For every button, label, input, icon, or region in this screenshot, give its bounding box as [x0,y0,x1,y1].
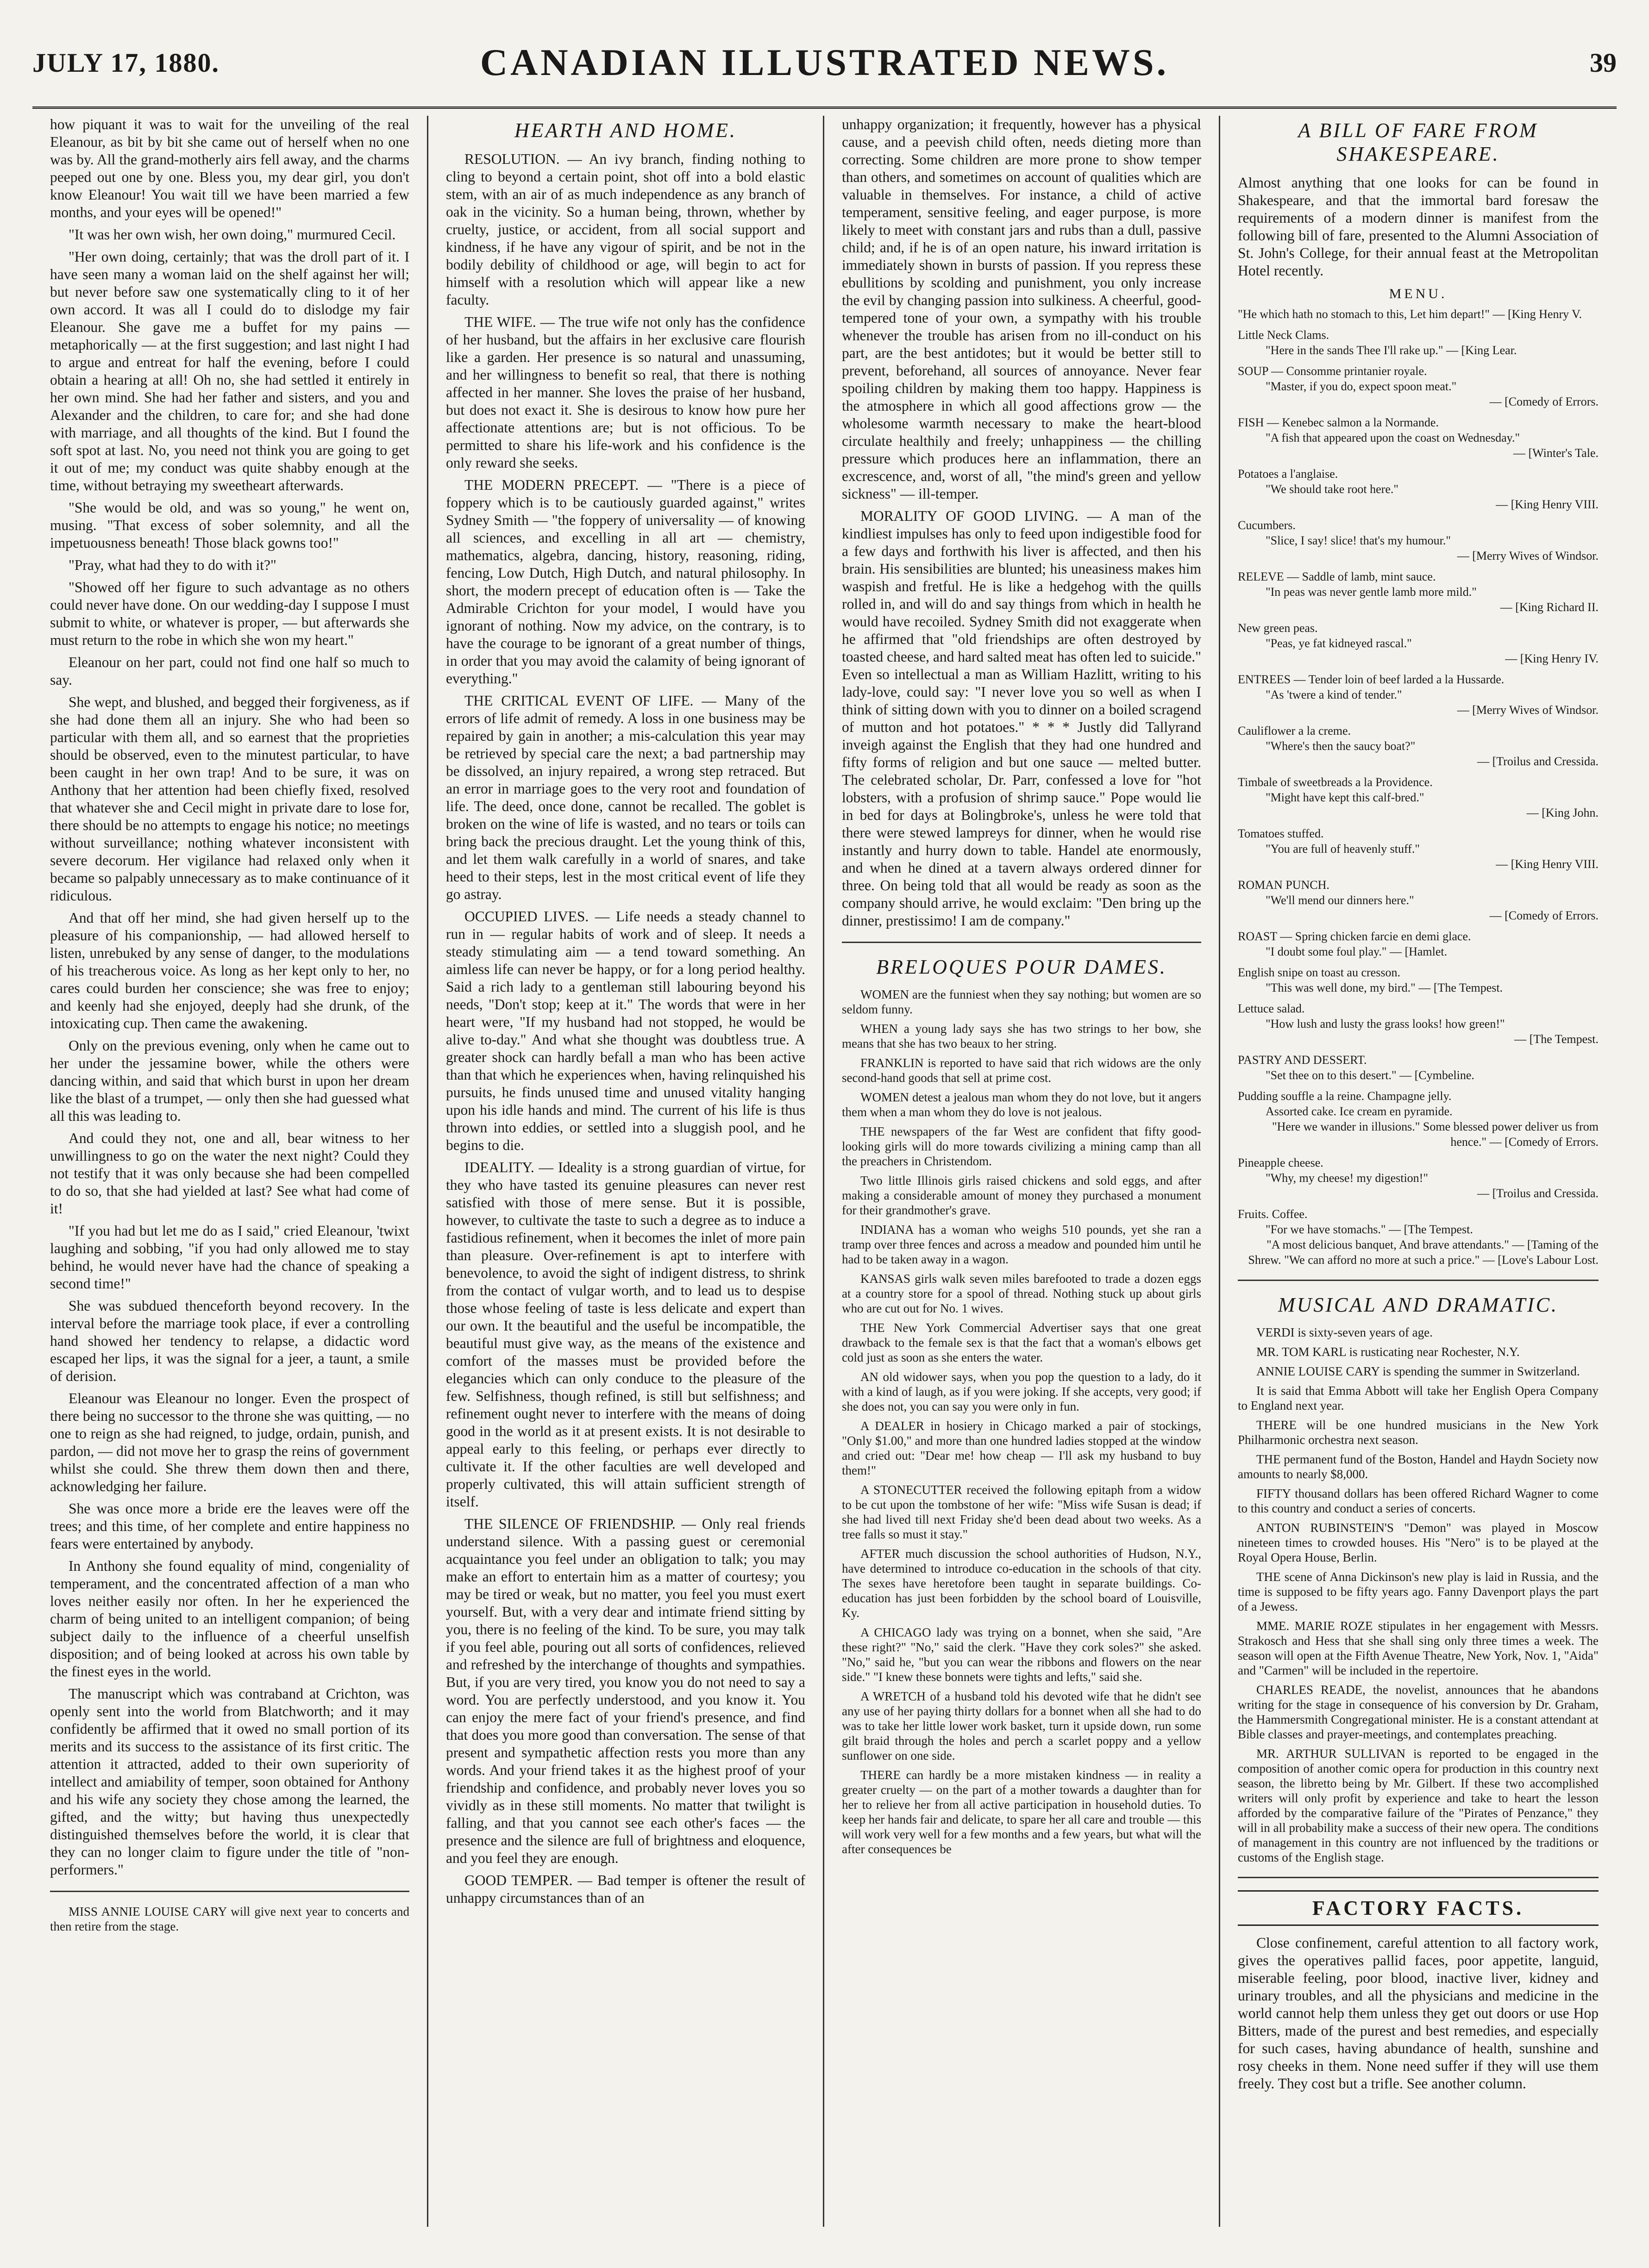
menu-src: "A most delicious banquet, And brave attendants." — [Taming of the Shrew. "We can afford no more at such a price." — [Love's Labour Lost. [1248,1238,1599,1267]
story-paragraph: "If you had but let me do as I said," cried Eleanour, 'twixt laughing and sobbing, "if you had only allowed me to stay behind, he would never have had the chance of speaking a second time!" [50,1223,409,1292]
musical-item: THE scene of Anna Dickinson's new play is laid in Russia, and the time is supposed to be fifty years ago. Fanny Davenport plays the part of a Jewess. [1238,1570,1599,1613]
menu-quote: "As 'twere a kind of tender." [1266,688,1402,701]
menu-src: — [Troilus and Cressida. [1477,755,1599,768]
hearth-home-paragraph: GOOD TEMPER. — Bad temper is oftener the result of unhappy circumstances than of an [446,1872,805,1906]
menu-list [1238,306,1599,1268]
musical-item: CHARLES READE, the novelist, announces that he abandons writing for the stage in consequence of his conversion by Dr. Graham, the Hammersmith Congregational minister. He is a constant attendant at Bible classes and prayer-meetings, and contemplates preaching. [1238,1683,1599,1741]
menu-dish: Lettuce salad. [1238,1002,1305,1015]
breloque-item: A DEALER in hosiery in Chicago marked a pair of stockings, "Only $1.00," and more than one hundred ladies stopped at the window and cried out: "Dear me! how cheap — I'll ask my husband to buy them!" [842,1419,1201,1477]
menu-quote: "You are full of heavenly stuff." [1266,842,1420,856]
menu-quote: "Set thee on to this desert." — [Cymbeline. [1266,1068,1474,1082]
menu-item [1238,1052,1599,1083]
menu-item [1238,363,1599,409]
breloque-item: WOMEN are the funniest when they say nothing; but women are so seldom funny. [842,987,1201,1016]
section-heading-factory-facts: FACTORY FACTS. [1238,1890,1599,1926]
page-number: 39 [1590,47,1617,78]
menu-dish: Tomatoes stuffed. [1238,827,1324,840]
story-paragraph: how piquant it was to wait for the unveiling of the real Eleanour, as bit by bit she came out of herself when no one was by. All the grand-motherly airs fell away, and the charms peeped out one by one. Bless you, my dear girl, you don't know Eleanour! You wait till we have been married a few months, and your eyes will be opened!" [50,116,409,220]
menu-item [1238,672,1599,718]
story-paragraph: In Anthony she found equality of mind, congeniality of temperament, and the concentrated affection of a man who loves neither easily nor often. In her he experienced the charm of being united to an intelligent companion; of being subject daily to the influence of a cheerful unselfish disposition; and of being looked at across his own table by the finest eyes in the world. [50,1558,409,1680]
menu-item [1238,929,1599,959]
column-2 [428,116,824,2227]
story-paragraph: Only on the previous evening, only when he came out to her under the jessamine bower, while the others were dancing within, and said that which burst in upon her dream like the blast of a trumpet, — only then she had guessed what all this was leading to. [50,1037,409,1124]
menu-dish: English snipe on toast au cresson. [1238,966,1400,979]
divider [1238,1877,1599,1878]
musical-item: MR. TOM KARL is rusticating near Rochester, N.Y. [1256,1345,1520,1359]
story-paragraph: And that off her mind, she had given herself up to the pleasure of his companionship, — had allowed herself to listen, unrebuked by any sense of danger, to the modulations of his treacherous voice. As long as her kept only to her, no cares could burden her conscience; she was free to enjoy; and keenly had she enjoyed, deeply had she drunk, of the intoxicating cup. Then came the awakening. [50,910,409,1031]
menu-src: — [King John. [1526,806,1599,819]
musical-item: FIFTY thousand dollars has been offered Richard Wagner to come to this country and conduct a series of concerts. [1238,1487,1599,1515]
menu-item [1238,415,1599,461]
story-paragraph: "She would be old, and was so young," he went on, musing. "That excess of sober solemnity, and all the impetuousness beneath! Those black gowns too!" [50,500,409,551]
menu-quote: "Might have kept this calf-bred." [1266,791,1424,804]
hearth-home-paragraph: MORALITY OF GOOD LIVING. — A man of the kindliest impulses has only to feed upon indigestible food for a few days and forthwith his liver is affected, and then his brain. His sensibilities are blunted; his uneasiness makes him waspish and fretful. He is like a hedgehog with the quills rolled in, and will do and say things from which in health he would have recoiled. Sydney Smith did not exaggerate when he affirmed that "old friendships are often destroyed by toasted cheese, and hard salted meat has often led to suicide." Even so intellectual a man as William Hazlitt, writing to his lady-love, could say: "I never love you so well as when I think of sitting down with you to dinner on a boiled scragend of mutton and hot potatoes." * * * Justly did Tallyrand inveigh against the English that they had one hundred and fifty forms of religion and but one sauce — melted butter. The celebrated scholar, Dr. Parr, confessed a love for "hot lobsters, with a profusion of shrimp sauce." Pope would lie in bed for days at Bolingbroke's, unless he were told that there were stewed lampreys for dinner, when he would rise instantly and hurry down to table. Handel ate enormously, and when he dined at a tavern always ordered dinner for three. On being told that all would be ready as soon as the company should arrive, he would exclaim: "Den bring up the dinner, prestissimo! I am de company." [842,508,1201,929]
menu-quote: "This was well done, my bird." — [The Tempest. [1266,981,1503,994]
musical-item: VERDI is sixty-seven years of age. [1256,1325,1433,1339]
breloque-item: WHEN a young lady says she has two strings to her bow, she means that she has two beaux to her string. [842,1022,1201,1050]
menu-dish: "He which hath no stomach to this, Let him depart!" — [King Henry V. [1238,307,1582,321]
story-paragraph: Eleanour on her part, could not find one half so much to say. [50,654,409,688]
breloque-item: INDIANA has a woman who weighs 510 pounds, yet she ran a tramp over three fences and across a meadow and pounded him until he had to be taken away in a wagon. [842,1223,1201,1266]
musical-item: ANTON RUBINSTEIN'S "Demon" was played in Moscow nineteen times to crowded houses. His "Nero" is to be played at the Royal Opera House, Berlin. [1238,1521,1599,1564]
breloque-item: THE newspapers of the far West are confident that fifty good-looking girls will do more towards civilizing a mining camp than all the preachers in Christendom. [842,1125,1201,1168]
divider [842,942,1201,943]
story-paragraph: She wept, and blushed, and begged their forgiveness, as if she had done them all an injury. She who had been so particular with them all, and so earnest that the proprieties should be observed, even to the minutest particular, to have been caught in her own trap! And to be sure, it was on Anthony that her attention had been chiefly fixed, resolved that whatever she and Cecil might in private dare to lose for, there should be no attempts to engage his notice; no meetings without surveillance; nothing whatever inconsistent with severe decorum. Her vigilance had relaxed only when it became so palpably unnecessary as to make continuance of it ridiculous. [50,694,409,904]
menu-heading: MENU. [1389,286,1448,301]
menu-item [1238,620,1599,666]
column-1 [32,116,428,2227]
section-heading-hearth-and-home: HEARTH AND HOME. [514,119,737,142]
hearth-home-paragraph: OCCUPIED LIVES. — Life needs a steady channel to run in — regular habits of work and of sleep. It needs a steady stimulating aim — a tend toward something. An aimless life can never be happy, or for a long period healthy. Said a rich lady to a gentleman still labouring beyond his needs, "Don't stop; keep at it." The words that were in her heart were, "If my husband had not stopped, he would be alive to-day." And what she thought was doubtless true. A greater shock can hardly befall a man who has been active than that which he experiences when, having relinquished his pursuits, he finds unused time and unused vitality hanging upon his idle hands and mind. The current of his life is thus thrown into eddies, or settled into a sluggish pool, and he begins to die. [446,908,805,1153]
menu-quote: "Peas, ye fat kidneyed rascal." [1266,637,1412,650]
menu-dish: SOUP — Consomme printanier royale. [1238,364,1427,378]
story-paragraph: "Her own doing, certainly; that was the droll part of it. I have seen many a woman laid on the shelf against her will; but never before saw one systematically cling to it of her own accord. It was all I could do to dislodge my fair Eleanour. She gave me a buffet for my pains — metaphorically — at the first suggestion; and last night I had to argue and entreat for half the evening, before I could obtain a hearing at all! Oh no, she had settled it entirely in her own mind. She had her father and sisters, and you and Alexander and the children, to care for; and she had done with marriage, and all thoughts of the kind. But I found the soft spot at last. No, you need not think you are going to get it out of me; my conduct was quite shabby enough at the time, without betraying my sweetheart afterwards. [50,249,409,494]
breloque-item: Two little Illinois girls raised chickens and sold eggs, and after making a considerable amount of money they purchased a monument for their grandmother's grave. [842,1174,1201,1217]
breloque-item: AFTER much discussion the school authorities of Hudson, N.Y., have determined to introduce co-education in the schools of that city. The sexes have heretofore been taught in separate buildings. Co-education has just been forbidden by the school board of Louisville, Ky. [842,1547,1201,1620]
menu-item [1238,723,1599,769]
musical-item: THE permanent fund of the Boston, Handel and Haydn Society now amounts to nearly $8,000. [1238,1452,1599,1481]
menu-item [1238,466,1599,512]
musical-list [1238,1325,1599,1865]
menu-src: — [King Richard II. [1500,600,1599,614]
masthead [32,19,1617,109]
menu-src: — [Merry Wives of Windsor. [1457,549,1599,562]
breloque-item: AN old widower says, when you pop the question to a lady, do it with a kind of laugh, as if you were joking. If she accepts, very good; if she does not, you can say you were only in fun. [842,1370,1201,1413]
breloque-item: WOMEN detest a jealous man whom they do not love, but it angers them when a man whom they do love is not jealous. [842,1090,1201,1119]
story-paragraph: "It was her own wish, her own doing," murmured Cecil. [69,226,396,243]
note-annie-louise-cary: MISS ANNIE LOUISE CARY will give next year to concerts and then retire from the stage. [50,1905,409,1933]
section-heading-breloques: BRELOQUES POUR DAMES. [876,956,1167,978]
story-paragraph: "Pray, what had they to do with it?" [69,557,276,573]
menu-quote: "Here in the sands Thee I'll rake up." — [King Lear. [1266,344,1517,357]
menu-dish: FISH — Kenebec salmon a la Normande. [1238,416,1439,429]
menu-dish: ROMAN PUNCH. [1238,878,1329,892]
story-paragraph: "Showed off her figure to such advantage as no others could never have done. On our wedding-day I suppose I must submit to white, or whatever is proper, — but afterwards she must return to the robe in which she won my heart." [50,579,409,648]
menu-item [1238,1206,1599,1268]
hearth-home-paragraph: unhappy organization; it frequently, however has a physical cause, and a peevish child often, needs dieting more than correcting. Some children are more prone to show temper than others, and sometimes on account of qualities which are valuable in themselves. For instance, a child of active temperament, sensitive feeling, and eager purpose, is more likely to meet with constant jars and rubs than a dull, passive child; and, if he is of an open nature, his inward irritation is immediately shown in bursts of passion. If you repress these ebullitions by scolding and punishment, you only increase the evil by changing passion into sulkiness. A cheerful, good-tempered tone of your own, a sympathy with his trouble whenever the trouble has arisen from no ill-conduct on his part, are the best antidotes; but it would be better still to prevent, beforehand, all sources of annoyance. Never fear spoiling children by making them too happy. Happiness is the atmosphere in which all good affections grow — the wholesome warmth necessary to make the heart-blood circulate healthily and freely; unhappiness — the chilling pressure which produces here an inflammation, there an excrescence, and, worst of all, "the mind's green and yellow sickness" — ill-temper. [842,116,1201,502]
hearth-home-paragraph: THE SILENCE OF FRIENDSHIP. — Only real friends understand silence. With a passing guest or ceremonial acquaintance you feel under an obligation to talk; you may make an effort to entertain him as a matter of courtesy; you may be tired or weak, but no matter, you feel you must exert yourself. But, with a very dear and intimate friend sitting by you, there is no feeling of the kind. To be sure, you may talk if you feel able, pouring out all sorts of confidences, relieved and refreshed by the interchange of thoughts and sympathies. But, if you are very tired, you know you do not need to say a word. You are perfectly understood, and you know it. You can enjoy the mere fact of your friend's presence, and find that does you more good than conversation. The sense of that present and sympathetic affection rests you more than any words. And your friend takes it as the highest proof of your friendship and confidence, and probably never loves you so vividly as in these still moments. No matter that twilight is falling, and that you cannot see each other's faces — the presence and the silence are full of brightness and eloquence, and you feel they are enough. [446,1516,805,1866]
menu-src: — [Merry Wives of Windsor. [1457,703,1599,717]
divider [1238,1280,1599,1281]
divider [50,1891,409,1892]
menu-item [1238,775,1599,820]
breloque-item: KANSAS girls walk seven miles barefooted to trade a dozen eggs at a country store for a spool of thread. Nothing stuck up about girls who are cut out for No. 1 wives. [842,1272,1201,1315]
musical-item: THERE will be one hundred musicians in the New York Philharmonic orchestra next season. [1238,1418,1599,1447]
hearth-home-paragraph: THE CRITICAL EVENT OF LIFE. — Many of the errors of life admit of remedy. A loss in one business may be repaired by gain in another; a mis-calculation this year may be retrieved by special care the next; a bad partnership may be dissolved, an injury repaired, a wrong step retraced. But an error in marriage goes to the very root and foundation of life. The deed, once done, cannot be recalled. The goblet is broken on the wine of life is wasted, and no tears or toils can bring back the precious draught. Let the young think of this, and let them walk carefully in a world of snares, and take heed to their steps, lest in the most critical event of life they go astray. [446,693,805,902]
breloque-item: THERE can hardly be a more mistaken kindness — in reality a greater cruelty — on the part of a mother towards a daughter than for her to relieve her from all active participation in household duties. To keep her hands fair and delicate, to spare her all care and trouble — this will work very well for a few months and a few years, but what will the after consequences be [842,1768,1201,1856]
menu-quote: "Master, if you do, expect spoon meat." [1266,380,1457,393]
menu-src: — [King Henry IV. [1505,652,1599,665]
menu-item [1238,306,1599,322]
menu-dish: PASTRY AND DESSERT. [1238,1053,1367,1067]
menu-src: — [Troilus and Cressida. [1477,1187,1599,1200]
menu-src: — [King Henry VIII. [1496,857,1599,871]
menu-src: — [Winter's Tale. [1513,446,1599,460]
menu-quote: "A fish that appeared upon the coast on Wednesday." [1266,431,1520,444]
menu-quote: Assorted cake. Ice cream en pyramide. [1266,1105,1453,1118]
breloque-item: FRANKLIN is reported to have said that rich widows are the only second-hand goods that sell at prime cost. [842,1056,1201,1085]
hearth-home-paragraph: THE MODERN PRECEPT. — "There is a piece of foppery which is to be cautiously guarded against," writes Sydney Smith — "the foppery of universality — of knowing all sciences, and excelling in all art — chemistry, mathematics, algebra, dancing, history, reasoning, riding, fencing, Low Dutch, High Dutch, and natural philosophy. In short, the modern precept of education often is — Take the Admirable Crichton for your model, I would have you ignorant of nothing. Now my advice, on the contrary, is to have the courage to be ignorant of a great number of things, in order that you may avoid the calamity of being ignorant of everything." [446,477,805,687]
breloque-item: A STONECUTTER received the following epitaph from a widow to be cut upon the tombstone of her wife: "Miss wife Susan is dead; if she had lived till next Friday she'd been dead about two weeks. As a tree falls so must it stay." [842,1483,1201,1541]
menu-quote: "For we have stomachs." — [The Tempest. [1266,1223,1473,1236]
breloque-item: A WRETCH of a husband told his devoted wife that he didn't see any use of her paying thirty dollars for a bonnet when all she had to do was to take her little lower work basket, turn it upside down, run some gilt braid through the holes and perch a scarlet poppy and a yellow sunflower on one side. [842,1689,1201,1762]
menu-src: "Here we wander in illusions." Some blessed power deliver us from hence." — [Comedy of Errors. [1272,1120,1599,1149]
issue-date: JULY 17, 1880. [32,47,219,78]
menu-quote: "We'll mend our dinners here." [1266,893,1414,907]
musical-item: It is said that Emma Abbott will take her English Opera Company to England next year. [1238,1384,1599,1412]
story-paragraph: She was once more a bride ere the leaves were off the trees; and this time, of her complete and entire happiness no fears were entertained by anybody. [50,1500,409,1552]
newspaper-title: CANADIAN ILLUSTRATED NEWS. [480,41,1169,83]
musical-item: MME. MARIE ROZE stipulates in her engagement with Messrs. Strakosch and Hess that she shall sing only three times a week. The season will open at the Fifth Avenue Theatre, New York, Nov. 1, "Aida" and "Carmen" will be included in the repertoire. [1238,1619,1599,1677]
menu-dish: Little Neck Clams. [1238,328,1329,342]
factory-facts-text: Close confinement, careful attention to all factory work, gives the operatives pallid faces, poor appetite, languid, miserable feeling, poor blood, inactive liver, kidney and urinary troubles, and all the physicians and medicine in the world cannot help them unless they get out doors or use Hop Bitters, made of the purest and best remedies, and especially for such cases, having abundance of health, sunshine and rosy cheeks in them. None need suffer if they will use them freely. They cost but a trifle. See another column. [1238,1935,1599,2092]
menu-quote: "How lush and lusty the grass looks! how green!" [1266,1017,1505,1031]
menu-dish: Cauliflower a la creme. [1238,724,1351,737]
hearth-home-paragraph: IDEALITY. — Ideality is a strong guardian of virtue, for they who have tasted its genuine pleasures can never rest satisfied with those of mere sense. But it is possible, however, to cultivate the taste to such a degree as to induce a fastidious refinement, when it becomes the inlet of more pain than pleasure. Over-refinement is apt to interfere with benevolence, to avoid the sight of indigent distress, to shrink from the contact of vulgar worth, and to lead us to despise those whose feeling of taste is less delicate and expert than our own. It the beautiful and the useful be incompatible, the beautiful must give way, as the means of the existence and comfort of the masses must be provided before the elegancies which can only conduce to the pleasure of the few. Selfishness, though refined, is still but selfishness; and refinement ought never to interfere with the means of doing good in the world as it at present exists. It is not desirable to appeal early to this feeling, or perhaps ever directly to cultivate it. If the other faculties are well developed and properly cultivated, this will attain sufficient strength of itself. [446,1159,805,1510]
musical-item: ANNIE LOUISE CARY is spending the summer in Switzerland. [1256,1364,1580,1378]
menu-item [1238,569,1599,615]
menu-dish: RELEVE — Saddle of lamb, mint sauce. [1238,570,1436,583]
column-4 [1220,116,1616,2227]
columns [32,116,1616,2227]
menu-dish: Pineapple cheese. [1238,1156,1323,1169]
hearth-home-paragraph: RESOLUTION. — An ivy branch, finding nothing to cling to beyond a certain point, shot off into a bold elastic stem, with an air of as much independence as any branch of oak in the vicinity. So a human being, thrown, whether by cruelty, justice, or accident, from all social support and kindness, if he have any vigour of spirit, and be not in the bodily debility of childhood or age, will begin to act for himself with a resolution which will appear like a new faculty. [446,151,805,308]
story-paragraph: She was subdued thenceforth beyond recovery. In the interval before the marriage took place, if ever a controlling hand showed her tendency to relapse, a didactic word escaped her lips, it was the signal for a jeer, a taunt, a smile of derision. [50,1298,409,1384]
breloque-item: THE New York Commercial Advertiser says that one great drawback to the female sex is that the fact that a woman's elbows get cold just as soon as she enters the water. [842,1321,1201,1364]
menu-dish: Cucumbers. [1238,519,1296,532]
menu-dish: Potatoes a l'anglaise. [1238,467,1338,481]
section-heading-musical-dramatic: MUSICAL AND DRAMATIC. [1278,1293,1559,1316]
menu-quote: "I doubt some foul play." — [Hamlet. [1266,945,1448,958]
musical-item: MR. ARTHUR SULLIVAN is reported to be engaged in the composition of another comic opera for production in this country next season, the libretto being by Mr. Gilbert. If these two accomplished writers will only profit by experience and take to heart the lesson afforded by the comparative failure of the "Pirates of Penzance," they will in all probability make a success of their new opera. The conditions of management in this country are not influenced by the traditions or customs of the English stage. [1238,1747,1599,1864]
menu-item [1238,1088,1599,1150]
bill-of-fare-intro: Almost anything that one looks for can be found in Shakespeare, and that the immortal bard foresaw the requirements of a modern dinner is manifest from the following bill of fare, presented to the Alumni Association of St. John's College, for their annual feast at the Metropolitan Hotel recently. [1238,175,1599,279]
menu-src: — [The Tempest. [1514,1032,1599,1046]
story-paragraph: And could they not, one and all, bear witness to her unwillingness to go on the water the next night? Could they not testify that it was only because she had been compelled to do so, that she had yielded at last? See what had come of it! [50,1130,409,1217]
menu-src: — [Comedy of Errors. [1489,909,1599,922]
menu-dish: New green peas. [1238,621,1318,635]
menu-quote: "Where's then the saucy boat?" [1266,739,1416,753]
section-heading-bill-of-fare: A BILL OF FARE FROM SHAKESPEARE. [1298,119,1538,165]
menu-item [1238,877,1599,923]
menu-item [1238,1001,1599,1047]
menu-dish: Fruits. Coffee. [1238,1207,1308,1221]
menu-item [1238,965,1599,995]
menu-dish: Pudding souffle a la reine. Champagne jelly. [1238,1089,1452,1103]
menu-item [1238,327,1599,358]
menu-quote: "In peas was never gentle lamb more mild." [1266,585,1477,599]
column-3 [824,116,1220,2227]
hearth-home-paragraph: THE WIFE. — The true wife not only has the confidence of her husband, but the affairs in her exclusive care flourish like a garden. Her presence is so natural and unassuming, and her willingness to benefit so real, that there is nothing affected in her manner. She loves the praise of her husband, but does not exact it. She is desirous to know how pure her affectionate attentions are; but is not officious. To be permitted to share his life-work and his confidence is the only reward she seeks. [446,314,805,471]
menu-quote: "We should take root here." [1266,482,1398,496]
menu-dish: ROAST — Spring chicken farcie en demi glace. [1238,930,1471,943]
breloque-item: A CHICAGO lady was trying on a bonnet, when she said, "Are these right?" "No," said the clerk. "Have they cork soles?" she asked. "No," said he, "but you can wear the ribbons and flowers on the near side." "I knew these bonnets were tights and lefts," said she. [842,1625,1201,1684]
story-paragraph: The manuscript which was contraband at Crichton, was openly sent into the world from Blatchworth; and it may confidently be affirmed that it owed no small portion of its merits and its success to the assistance of its first critic. The attention it attracted, added to their own superiority of intellect and amiability of temper, soon obtained for Anthony and his wife any society they chose among the learned, the gifted, and the witty; but having thus unexpectedly distinguished themselves before the world, it is clear that they can no longer claim to figure under the title of "non-performers." [50,1686,409,1878]
menu-dish: Timbale of sweetbreads a la Providence. [1238,775,1433,789]
menu-src: — [Comedy of Errors. [1489,395,1599,408]
menu-item [1238,1155,1599,1201]
menu-dish: ENTREES — Tender loin of beef larded a la Hussarde. [1238,673,1505,686]
menu-quote: "Slice, I say! slice! that's my humour." [1266,534,1451,547]
menu-quote: "Why, my cheese! my digestion!" [1266,1171,1428,1185]
story-paragraph: Eleanour was Eleanour no longer. Even the prospect of there being no successor to the throne she was quitting, — no one to reign as she had reigned, to judge, ordain, punish, and pardon, — did not move her to grasp the reins of government whilst she could. She threw them down then and there, acknowledging her failure. [50,1390,409,1494]
menu-src: — [King Henry VIII. [1496,498,1599,511]
menu-item [1238,826,1599,872]
menu-item [1238,518,1599,563]
